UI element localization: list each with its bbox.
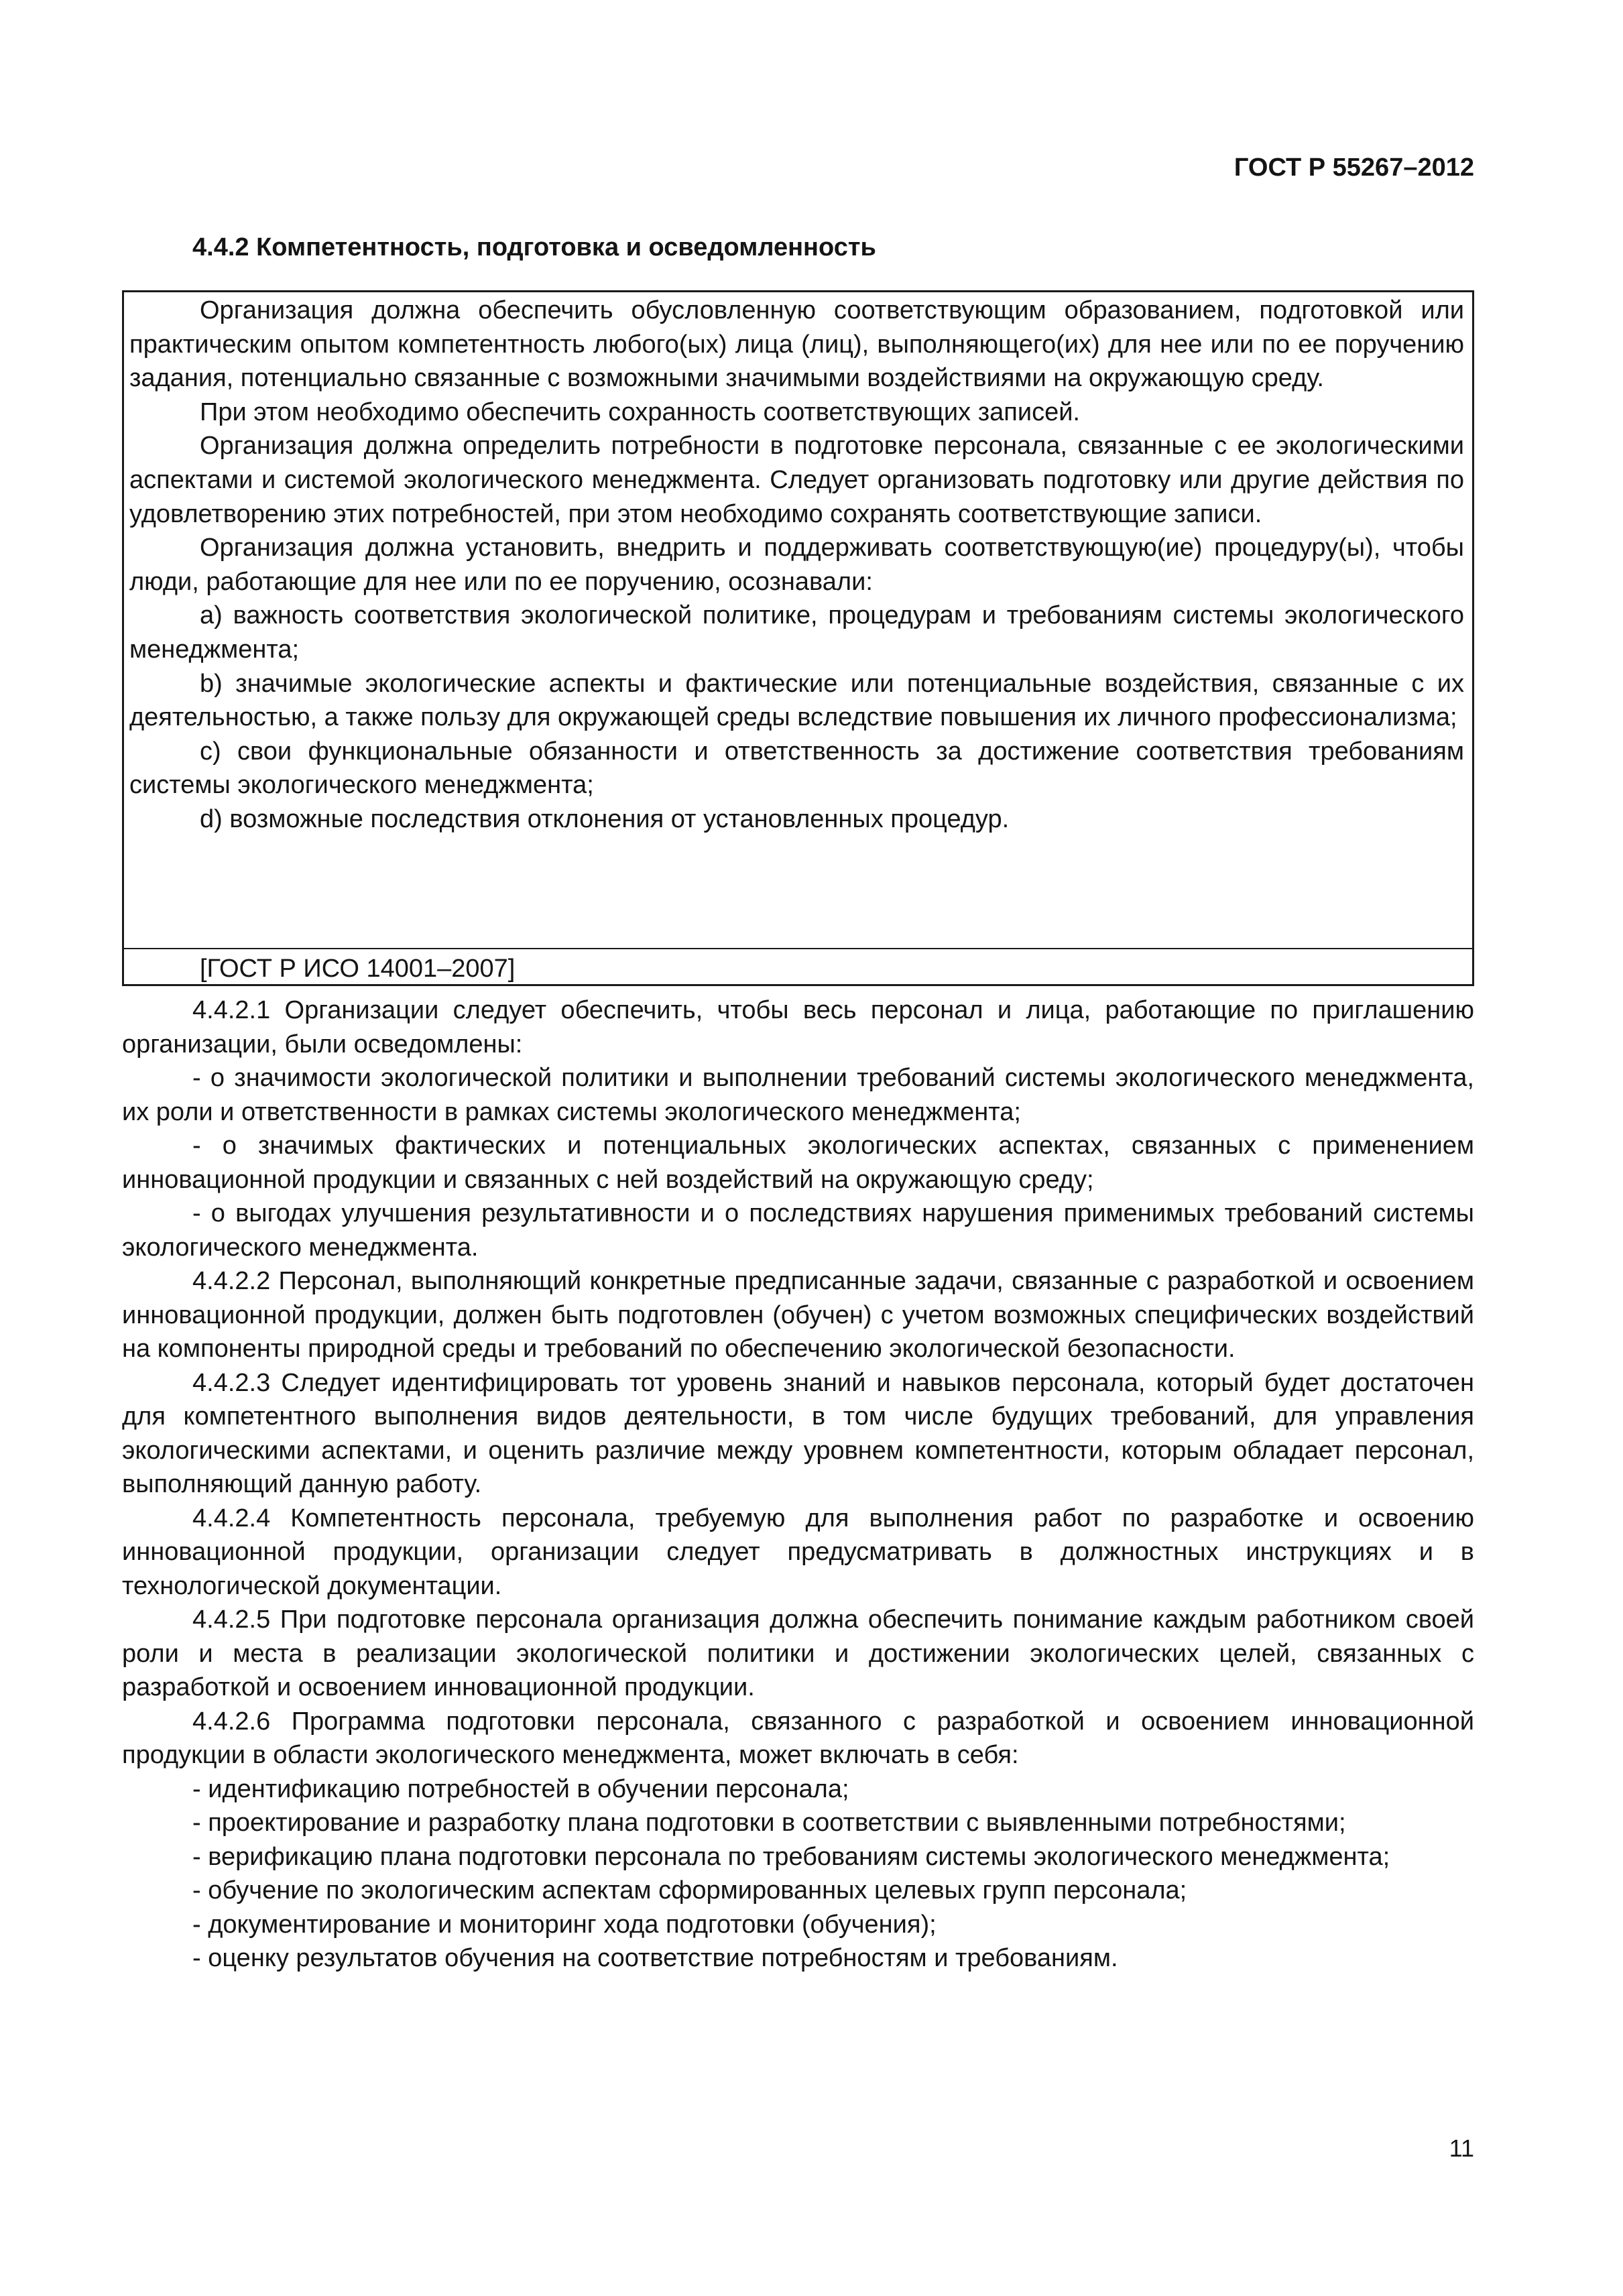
list-item: - идентификацию потребностей в обучении персонала; — [192, 1774, 849, 1803]
clause-4-4-2-1: 4.4.2.1 Организации следует обеспечить, чтобы весь персонал и лица, работающие по приглашению организации, были осведомлены: — [122, 996, 1474, 1059]
quote-paragraph: Организация должна определить потребности в подготовке персонала, связанные с ее экологическими аспектами и системой экологического менеджмента. Следует организовать подготовку или другие действия по удовлетворению этих потребностей, при этом необходимо сохранять соответствующие записи. — [129, 432, 1464, 528]
page-number: 11 — [1449, 2134, 1474, 2162]
clause-4-4-2-4: 4.4.2.4 Компетентность персонала, требуемую для выполнения работ по разработке и освоению инновационной продукции, организации следует предусматривать в должностных инструкциях и в технологической документации. — [122, 1504, 1474, 1600]
list-item: - проектирование и разработку плана подготовки в соответствии с выявленными потребностями; — [192, 1809, 1346, 1837]
quote-divider — [124, 948, 1472, 949]
body-text — [122, 993, 1474, 1976]
quote-paragraph: При этом необходимо обеспечить сохранность соответствующих записей. — [200, 398, 1080, 426]
quote-list-item-a: a) важность соответствия экологической политике, процедурам и требованиям системы экологического менеджмента; — [129, 601, 1464, 664]
clause-4-4-2-6: 4.4.2.6 Программа подготовки персонала, связанного с разработкой и освоением инновационной продукции в области экологического менеджмента, может включать в себя: — [122, 1707, 1474, 1769]
quote-paragraph: Организация должна обеспечить обусловленную соответствующим образованием, подготовкой или практическим опытом компетентность любого(ых) лица (лиц), выполняющего(их) для нее или по ее поручению задания, потенциально связанные с возможными значимыми воздействиями на окружающую среду. — [129, 296, 1464, 393]
list-item: - о выгодах улучшения результативности и о последствиях нарушения применимых требований системы экологического менеджмента. — [122, 1199, 1474, 1262]
list-item: - о значимости экологической политики и выполнении требований системы экологического менеджмента, их роли и ответственности в рамках системы экологического менеджмента; — [122, 1064, 1474, 1126]
clause-4-4-2-5: 4.4.2.5 При подготовке персонала организация должна обеспечить понимание каждым работником своей роли и места в реализации экологической политики и достижении экологических целей, связанных с разработкой и освоением инновационной продукции. — [122, 1606, 1474, 1701]
list-item: - обучение по экологическим аспектам сформированных целевых групп персонала; — [192, 1876, 1187, 1905]
section-title: 4.4.2 Компетентность, подготовка и осведомленность — [192, 233, 876, 261]
list-item: - верификацию плана подготовки персонала по требованиям системы экологического менеджмента; — [192, 1842, 1390, 1871]
quote-list-item-b: b) значимые экологические аспекты и фактические или потенциальные воздействия, связанные с их деятельностью, а также пользу для окружающей среды вследствие повышения их личного профессионализма; — [129, 669, 1464, 732]
clause-4-4-2-2: 4.4.2.2 Персонал, выполняющий конкретные предписанные задачи, связанные с разработкой и освоением инновационной продукции, должен быть подготовлен (обучен) с учетом возможных специфических воздействий на компоненты природной среды и требований по обеспечению экологической безопасности. — [122, 1267, 1474, 1363]
quote-paragraph: Организация должна установить, внедрить и поддерживать соответствующую(ие) процедуру(ы), чтобы люди, работающие для нее или по ее поручению, осознавали: — [129, 534, 1464, 596]
quote-list-item-c: c) свои функциональные обязанности и ответственность за достижение соответствия требованиям системы экологического менеджмента; — [129, 737, 1464, 800]
document-header-id: ГОСТ Р 55267–2012 — [1234, 154, 1474, 182]
list-item: - о значимых фактических и потенциальных экологических аспектах, связанных с применением инновационной продукции и связанных с ней воздействий на окружающую среду; — [122, 1132, 1474, 1194]
list-item: - документирование и мониторинг хода подготовки (обучения); — [192, 1910, 937, 1939]
quote-list-item-d: d) возможные последствия отклонения от установленных процедур. — [200, 804, 1010, 833]
quoted-requirements-box — [122, 290, 1474, 986]
quote-source-reference: [ГОСТ Р ИСО 14001–2007] — [200, 955, 516, 983]
clause-4-4-2-3: 4.4.2.3 Следует идентифицировать тот уровень знаний и навыков персонала, который будет достаточен для компетентного выполнения видов деятельности, в том числе будущих требований, для управления экологическими аспектами, и оценить различие между уровнем компетентности, которым обладает персонал, выполняющий данную работу. — [122, 1368, 1474, 1498]
list-item: - оценку результатов обучения на соответствие потребностям и требованиям. — [192, 1944, 1118, 1972]
